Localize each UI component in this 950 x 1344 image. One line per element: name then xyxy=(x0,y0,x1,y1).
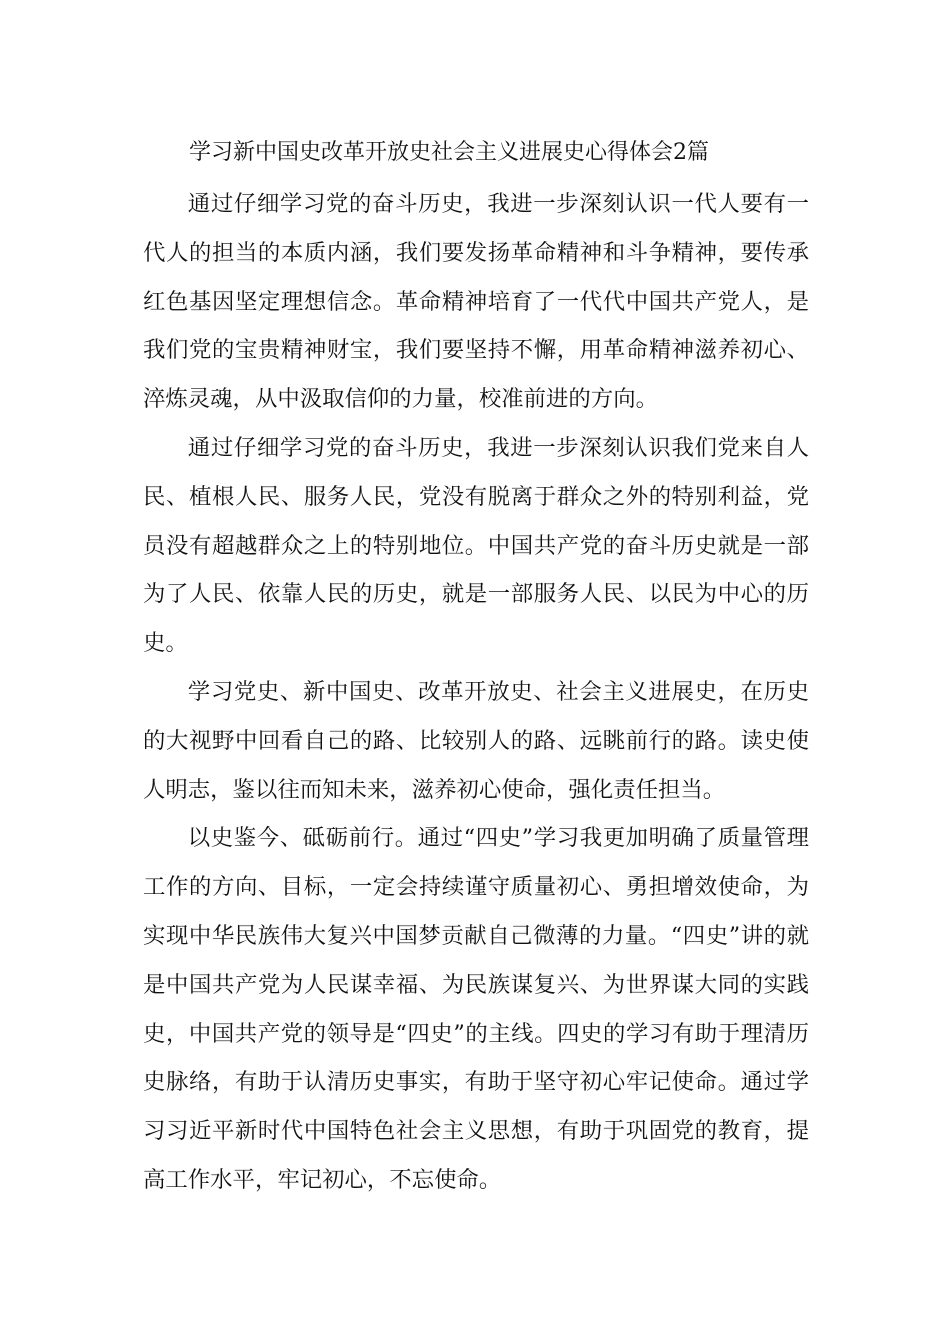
document-body xyxy=(143,180,809,1205)
paragraph-4: 以史鉴今、砥砺前行。通过“四史”学习我更加明确了质量管理工作的方向、目标，一定会持续谨守质量初心、勇担增效使命，为实现中华民族伟大复兴中国梦贡献自己微薄的力量。“四史”讲的就是中国共产党为人民谋幸福、为民族谋复兴、为世界谋大同的实践史，中国共产党的领导是“四史”的主线。四史的学习有助于理清历史脉络，有助于认清历史事实，有助于坚守初心牢记使命。通过学习习近平新时代中国特色社会主义思想，有助于巩固党的教育，提高工作水平，牢记初心，不忘使命。 xyxy=(143,825,809,1193)
paragraph-2: 通过仔细学习党的奋斗历史，我进一步深刻认识我们党来自人民、植根人民、服务人民，党没有脱离于群众之外的特别利益，党员没有超越群众之上的特别地位。中国共产党的奋斗历史就是一部为了人民、依靠人民的历史，就是一部服务人民、以民为中心的历史。 xyxy=(143,434,809,657)
paragraph-3: 学习党史、新中国史、改革开放史、社会主义进展史，在历史的大视野中回看自己的路、比较别人的路、远眺前行的路。读史使人明志，鉴以往而知未来，滋养初心使命，强化责任担当。 xyxy=(143,678,809,803)
document-title: 学习新中国史改革开放史社会主义进展史心得体会2篇 xyxy=(189,140,709,165)
paragraph-1: 通过仔细学习党的奋斗历史，我进一步深刻认识一代人要有一代人的担当的本质内涵，我们要发扬革命精神和斗争精神，要传承红色基因坚定理想信念。革命精神培育了一代代中国共产党人，是我们党的宝贵精神财宝，我们要坚持不懈，用革命精神滋养初心、淬炼灵魂，从中汲取信仰的力量，校准前进的方向。 xyxy=(143,191,809,413)
